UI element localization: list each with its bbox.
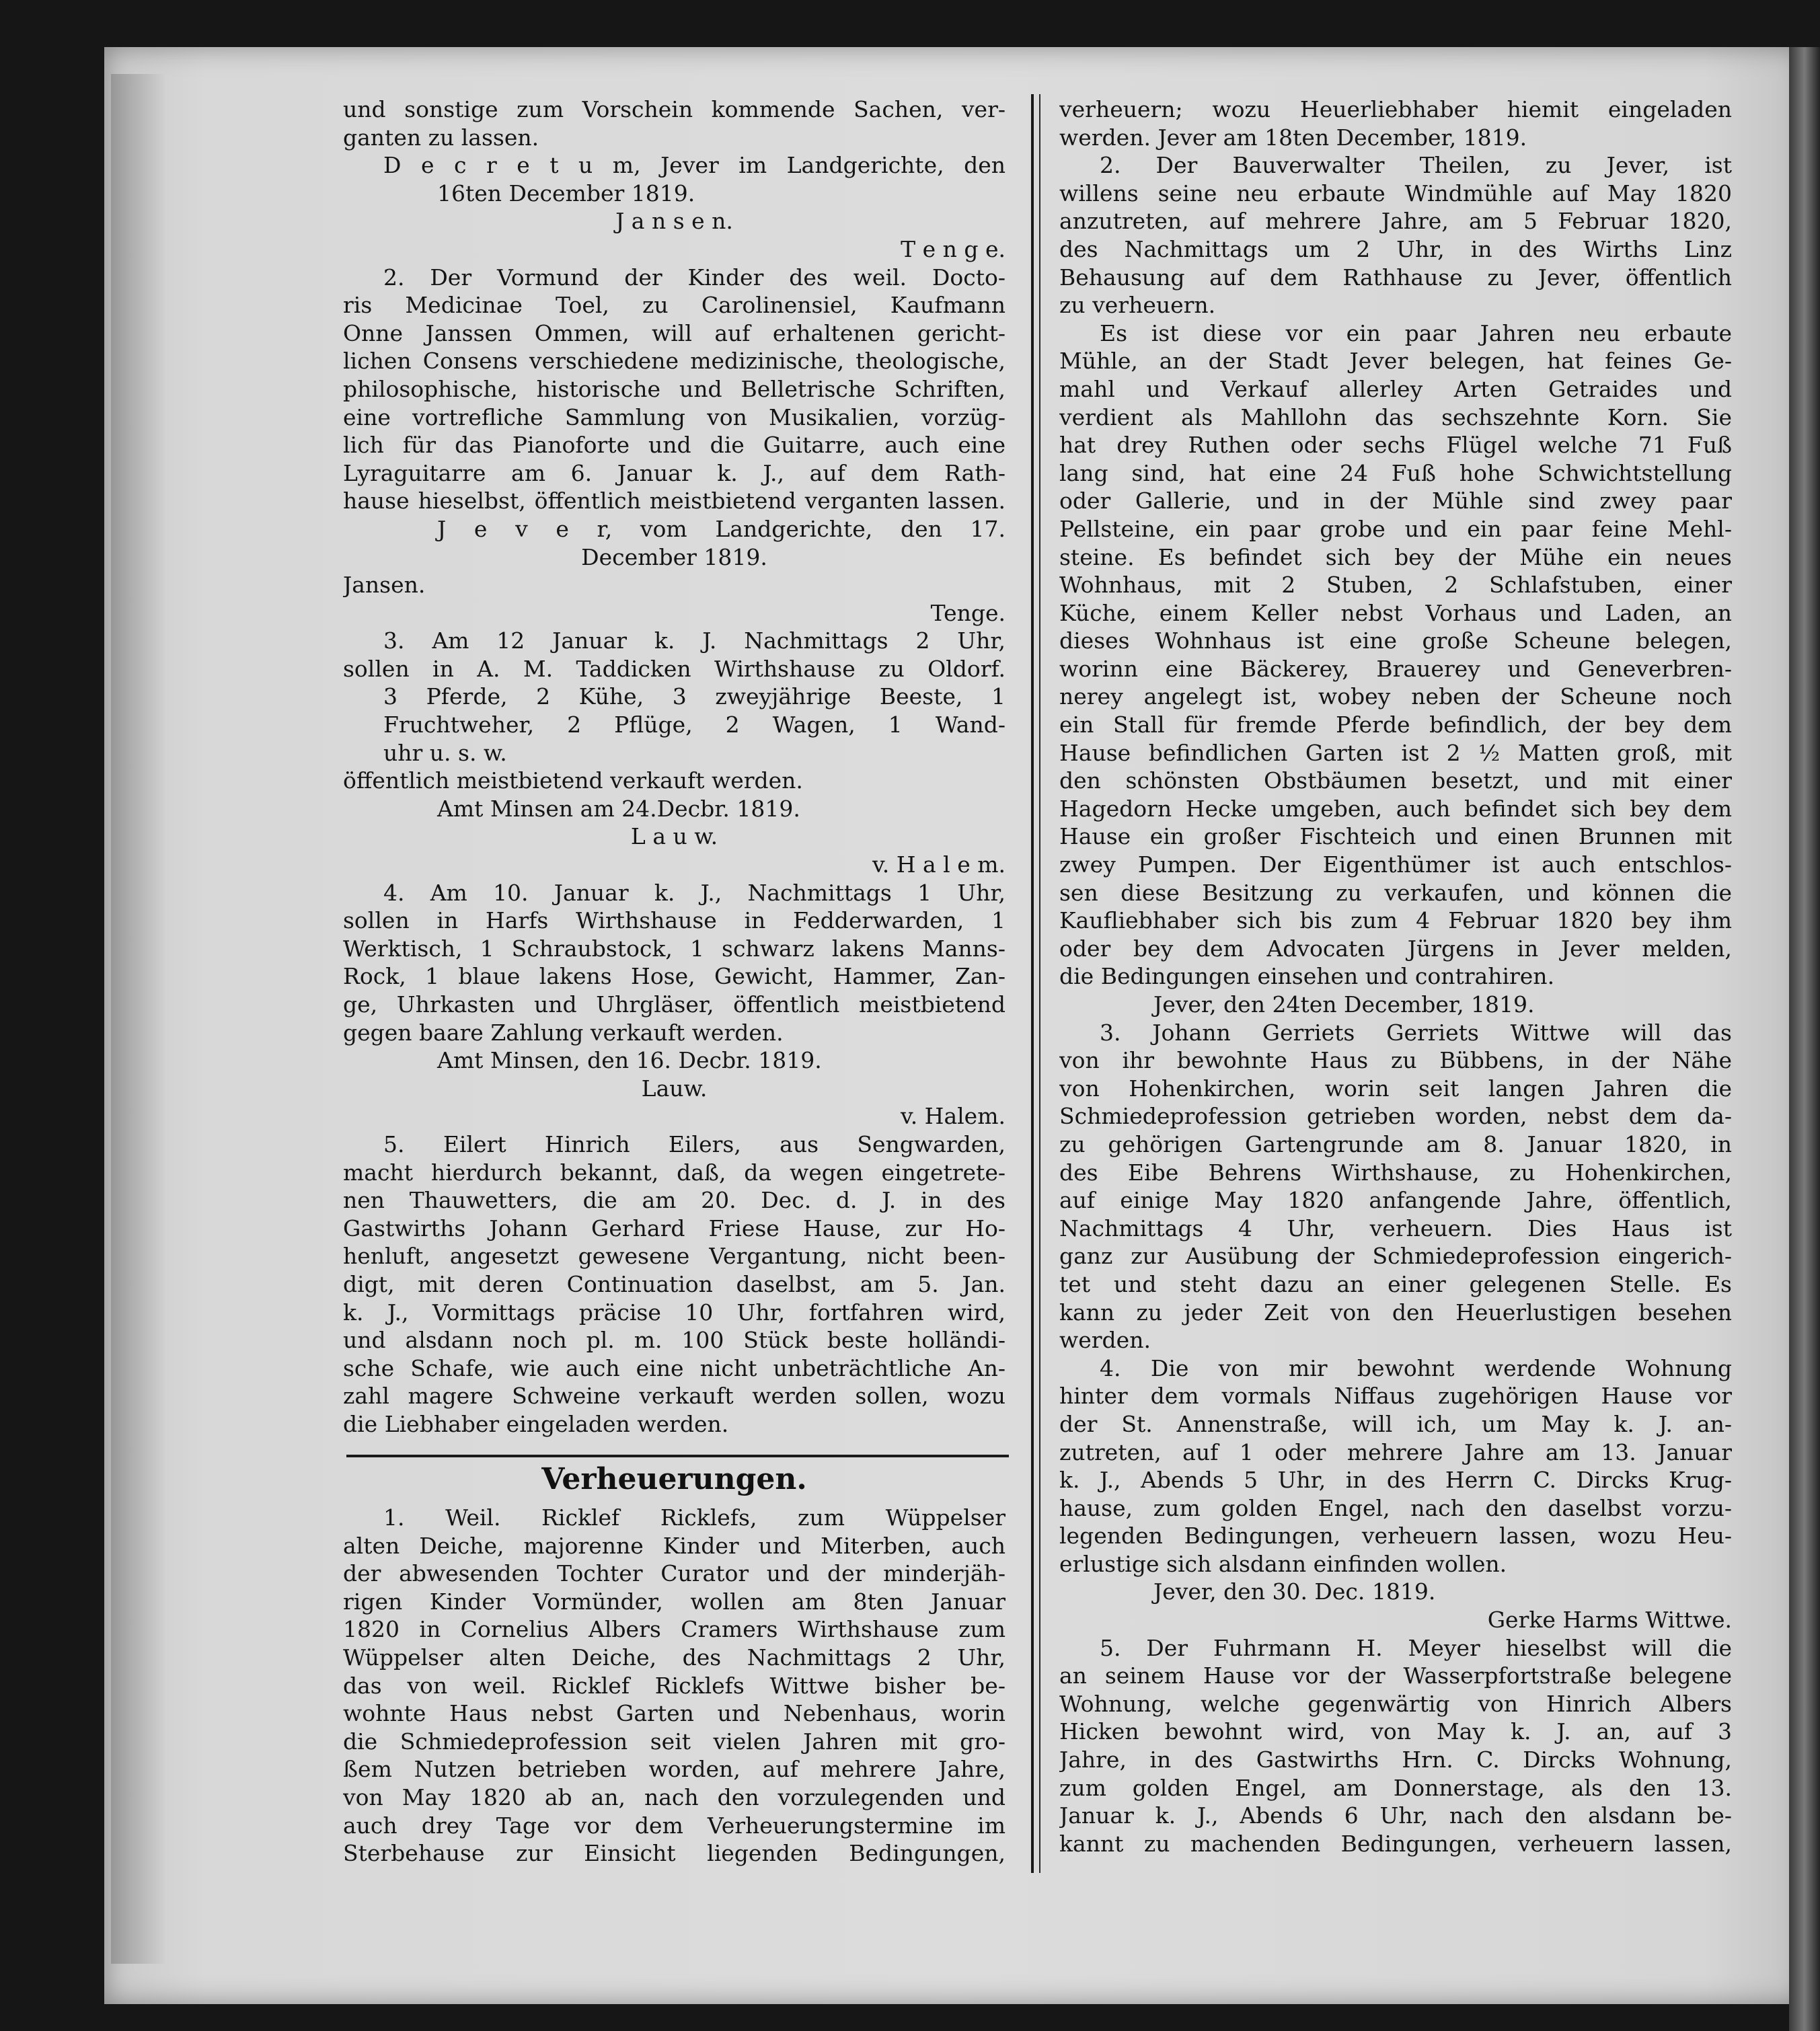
text-line: Wohnung, welche gegenwärtig von Hinrich Albers [1059, 1690, 1732, 1717]
text-line: von Hohenkirchen, worin seit langen Jahren die [1059, 1075, 1732, 1102]
text-line: 2. Der Bauverwalter Theilen, zu Jever, ist [1100, 152, 1732, 179]
text-line: des Nachmittags um 2 Uhr, in des Wirths Linz [1059, 235, 1732, 262]
left-column-bottom [343, 1504, 1006, 1868]
text-line: anzutreten, auf mehrere Jahre, am 5 Februar 1820, [1059, 208, 1732, 235]
text-line: 3. Johann Gerriets Gerriets Wittwe will das [1100, 1019, 1732, 1046]
text-line: 3 Pferde, 2 Kühe, 3 zweyjährige Beeste, 1 [383, 683, 1006, 710]
text-line: hause hieselbst, öffentlich meistbietend verganten lassen. [343, 488, 1006, 514]
text-line: ris Medicinae Toel, zu Carolinensiel, Kaufmann [343, 292, 1006, 319]
text-line: die Bedingungen einsehen und contrahiren. [1059, 963, 1555, 990]
text-line: hause, zum golden Engel, nach den daselbst vorzu- [1059, 1494, 1732, 1521]
text-line: Hause ein großer Fischteich und einen Brunnen mit [1059, 823, 1732, 850]
text-line: oder Gallerie, und in der Mühle sind zwey paar [1059, 488, 1732, 514]
text-line: werden. [1059, 1327, 1151, 1354]
text-line: k. J., Vormittags präcise 10 Uhr, fortfahren wird, [343, 1299, 1006, 1326]
text-line: nen Thauwetters, die am 20. Dec. d. J. in des [343, 1187, 1006, 1214]
text-line: Behausung auf dem Rathhause zu Jever, öffentlich [1059, 264, 1732, 291]
text-line: hinter dem vormals Niffaus zugehörigen Hause vor [1059, 1383, 1732, 1410]
text-line: alten Deiche, majorenne Kinder und Miterben, auch [343, 1532, 1006, 1559]
text-line: zu verheuern. [1059, 292, 1216, 319]
text-line: ßem Nutzen betrieben worden, auf mehrere Jahre, [343, 1756, 1006, 1783]
text-line: philosophische, historische und Belletrische Schriften, [343, 375, 1006, 402]
text-line: digt, mit deren Continuation daselbst, am 5. Jan. [343, 1270, 1006, 1297]
text-line: willens seine neu erbaute Windmühle auf May 1820 [1059, 180, 1732, 206]
text-line: öffentlich meistbietend verkauft werden. [343, 767, 803, 794]
text-line: sollen in Harfs Wirthshause in Fedderwarden, 1 [343, 907, 1006, 934]
text-line: mahl und Verkauf allerley Arten Getraides und [1059, 375, 1732, 402]
text-line: legenden Bedingungen, verheuern lassen, wozu Heu- [1059, 1523, 1732, 1549]
text-line: Werktisch, 1 Schraubstock, 1 schwarz lakens Manns- [343, 935, 1006, 962]
text-line: erlustige sich alsdann einfinden wollen. [1059, 1550, 1507, 1577]
section-title: Verheuerungen. [541, 1462, 807, 1496]
text-line: D e c r e t u m, Jever im Landgerichte, den [383, 152, 1006, 179]
text-line: die Schmiedeprofession seit vielen Jahren mit gro- [343, 1728, 1006, 1755]
text-line: zahl magere Schweine verkauft werden sollen, wozu [343, 1383, 1006, 1410]
left-column [343, 95, 1006, 1439]
text-line: ganten zu lassen. [343, 124, 539, 151]
text-line: December 1819. [581, 543, 767, 570]
text-line: der abwesenden Tochter Curator und der minderjäh- [343, 1560, 1006, 1587]
text-line: Kaufliebhaber sich bis zum 4 Februar 1820 bey ihm [1059, 907, 1732, 934]
text-line: sollen in A. M. Taddicken Wirthshause zu Oldorf. [343, 655, 1006, 682]
text-line: von ihr bewohnte Haus zu Bübbens, in der Nähe [1059, 1047, 1732, 1074]
text-line: zutreten, auf 1 oder mehrere Jahre am 13. Januar [1059, 1439, 1732, 1465]
text-line: 4. Die von mir bewohnt werdende Wohnung [1100, 1354, 1732, 1381]
text-line: wohnte Haus nebst Garten und Nebenhaus, worin [343, 1700, 1006, 1727]
text-line: kann zu jeder Zeit von den Heuerlustigen besehen [1059, 1299, 1732, 1326]
text-line: lang sind, hat eine 24 Fuß hohe Schwichtstellung [1059, 459, 1732, 486]
text-line: Hagedorn Hecke umgeben, auch befindet sich bey dem [1059, 795, 1732, 822]
text-line: 2. Der Vormund der Kinder des weil. Docto- [383, 264, 1006, 291]
text-line: hat drey Ruthen oder sechs Flügel welche 71 Fuß [1059, 432, 1732, 459]
section-divider-rule [346, 1455, 1009, 1457]
text-line: 16ten December 1819. [437, 180, 695, 206]
text-line: 1820 in Cornelius Albers Cramers Wirthshause zum [343, 1616, 1006, 1643]
text-line: ge, Uhrkasten und Uhrgläser, öffentlich meistbietend [343, 991, 1006, 1018]
text-line: Sterbehause zur Einsicht liegenden Bedingungen, [343, 1840, 1006, 1867]
text-line: des Eibe Behrens Wirthshause, zu Hohenkirchen, [1059, 1159, 1732, 1186]
text-line: 5. Eilert Hinrich Eilers, aus Sengwarden, [383, 1131, 1006, 1157]
text-line: v. H a l e m. [872, 851, 1006, 878]
text-line: auch drey Tage vor dem Verheuerungstermine im [343, 1812, 1006, 1839]
text-line: ein Stall für fremde Pferde befindlich, der bey dem [1059, 712, 1732, 738]
right-column [1059, 95, 1732, 1857]
text-line: sche Schafe, wie auch eine nicht unbeträchtliche An- [343, 1354, 1006, 1381]
text-line: Wüppelser alten Deiche, des Nachmittags 2 Uhr, [343, 1644, 1006, 1671]
text-line: Tenge. [930, 599, 1006, 626]
text-line: Amt Minsen am 24.Decbr. 1819. [437, 795, 800, 822]
text-line: Rock, 1 blaue lakens Hose, Gewicht, Hammer, Zan- [343, 963, 1006, 990]
text-line: uhr u. s. w. [383, 739, 507, 766]
text-line: 1. Weil. Ricklef Ricklefs, zum Wüppelser [383, 1504, 1006, 1531]
text-line: Schmiedeprofession getrieben worden, nebst dem da- [1059, 1103, 1732, 1130]
text-line: auf einige May 1820 anfangende Jahre, öffentlich, [1059, 1187, 1732, 1214]
text-line: lich für das Pianoforte und die Guitarre, auch eine [343, 432, 1006, 459]
text-line: henluft, angesetzt gewesene Vergantung, nicht been- [343, 1243, 1006, 1270]
text-line: Mühle, an der Stadt Jever belegen, hat feines Ge- [1059, 348, 1732, 375]
text-line: steine. Es befindet sich bey der Mühe ein neues [1059, 543, 1732, 570]
text-line: Onne Janssen Ommen, will auf erhaltenen gericht- [343, 319, 1006, 346]
text-line: Jever, den 30. Dec. 1819. [1153, 1578, 1436, 1605]
text-line: verdient als Mahllohn das sechszehnte Korn. Sie [1059, 404, 1732, 430]
text-line: Jever, den 24ten December, 1819. [1153, 991, 1535, 1018]
text-line: L a u w. [630, 823, 718, 850]
text-line: 5. Der Fuhrmann H. Meyer hieselbst will die [1100, 1634, 1732, 1661]
text-line: oder bey dem Advocaten Jürgens in Jever melden, [1059, 935, 1732, 962]
page-right-edge [1789, 47, 1820, 2031]
text-line: Jansen. [343, 572, 426, 599]
text-line: Jahre, in des Gastwirths Hrn. C. Dircks Wohnung, [1059, 1747, 1732, 1773]
text-line: Hause befindlichen Garten ist 2 ½ Matten groß, mit [1059, 739, 1732, 766]
text-line: Es ist diese vor ein paar Jahren neu erbaute [1100, 319, 1732, 346]
text-line: Amt Minsen, den 16. Decbr. 1819. [437, 1047, 822, 1074]
text-line: werden. Jever am 18ten December, 1819. [1059, 124, 1527, 151]
text-line: das von weil. Ricklef Ricklefs Wittwe bisher be- [343, 1672, 1006, 1699]
text-line: Pellsteine, ein paar grobe und ein paar feine Mehl- [1059, 515, 1732, 542]
text-line: die Liebhaber eingeladen werden. [343, 1410, 729, 1437]
text-line: ganz zur Ausübung der Schmiedeprofession eingerich- [1059, 1243, 1732, 1270]
text-line: Küche, einem Keller nebst Vorhaus und Laden, an [1059, 599, 1732, 626]
text-line: Januar k. J., Abends 6 Uhr, nach den alsdann be- [1059, 1802, 1732, 1829]
text-line: Gerke Harms Wittwe. [1487, 1607, 1732, 1634]
text-line: Lyraguitarre am 6. Januar k. J., auf dem Rath- [343, 459, 1006, 486]
text-line: gegen baare Zahlung verkauft werden. [343, 1019, 784, 1046]
text-line: rigen Kinder Vormünder, wollen am 8ten Januar [343, 1588, 1006, 1615]
text-line: an seinem Hause vor der Wasserpfortstraße belegene [1059, 1662, 1732, 1689]
text-line: nerey angelegt ist, wobey neben der Scheune noch [1059, 683, 1732, 710]
text-line: k. J., Abends 5 Uhr, in des Herrn C. Dircks Krug- [1059, 1467, 1732, 1494]
text-line: v. Halem. [900, 1103, 1006, 1130]
text-line: kannt zu machenden Bedingungen, verheuern lassen, [1059, 1830, 1732, 1857]
text-line: T e n g e. [901, 235, 1006, 262]
text-line: zu gehörigen Gartengrunde am 8. Januar 1820, in [1059, 1131, 1732, 1157]
text-line: Fruchtweher, 2 Pflüge, 2 Wagen, 1 Wand- [383, 712, 1006, 738]
text-line: und sonstige zum Vorschein kommende Sachen, ver- [343, 96, 1006, 122]
text-line: worinn eine Bäckerey, Brauerey und Geneverbren- [1059, 655, 1732, 682]
text-line: Nachmittags 4 Uhr, verheuern. Dies Haus ist [1059, 1215, 1732, 1241]
text-line: von May 1820 ab an, nach den vorzulegenden und [343, 1784, 1006, 1810]
text-line: zum golden Engel, am Donnerstage, als den 13. [1059, 1774, 1732, 1801]
text-line: Wohnhaus, mit 2 Stuben, 2 Schlafstuben, einer [1059, 572, 1732, 599]
text-line: zwey Pumpen. Der Eigenthümer ist auch entschlos- [1059, 851, 1732, 878]
text-line: 3. Am 12 Januar k. J. Nachmittags 2 Uhr, [383, 627, 1006, 654]
text-line: verheuern; wozu Heuerliebhaber hiemit eingeladen [1059, 96, 1732, 122]
text-line: und alsdann noch pl. m. 100 Stück beste holländi- [343, 1327, 1006, 1354]
text-line: der St. Annenstraße, will ich, um May k. J. an- [1059, 1410, 1732, 1437]
text-line: den schönsten Obstbäumen besetzt, und mit einer [1059, 767, 1732, 794]
text-line: J a n s e n. [615, 208, 733, 235]
column-divider [1031, 94, 1040, 1873]
text-line: 4. Am 10. Januar k. J., Nachmittags 1 Uhr, [383, 879, 1006, 906]
text-line: Gastwirths Johann Gerhard Friese Hause, zur Ho- [343, 1215, 1006, 1241]
text-line: J e v e r, vom Landgerichte, den 17. [437, 515, 1006, 542]
text-line: eine vortrefliche Sammlung von Musikalien, vorzüg- [343, 404, 1006, 430]
text-line: Hicken bewohnt wird, von May k. J. an, auf 3 [1059, 1718, 1732, 1745]
text-line: macht hierdurch bekannt, daß, da wegen eingetrete- [343, 1159, 1006, 1186]
text-line: Lauw. [641, 1075, 708, 1102]
text-line: lichen Consens verschiedene medizinische, theologische, [343, 348, 1006, 375]
text-line: dieses Wohnhaus ist eine große Scheune belegen, [1059, 627, 1732, 654]
page-left-edge [111, 74, 165, 1964]
text-line: sen diese Besitzung zu verkaufen, und können die [1059, 879, 1732, 906]
text-line: tet und steht dazu an einer gelegenen Stelle. Es [1059, 1270, 1732, 1297]
